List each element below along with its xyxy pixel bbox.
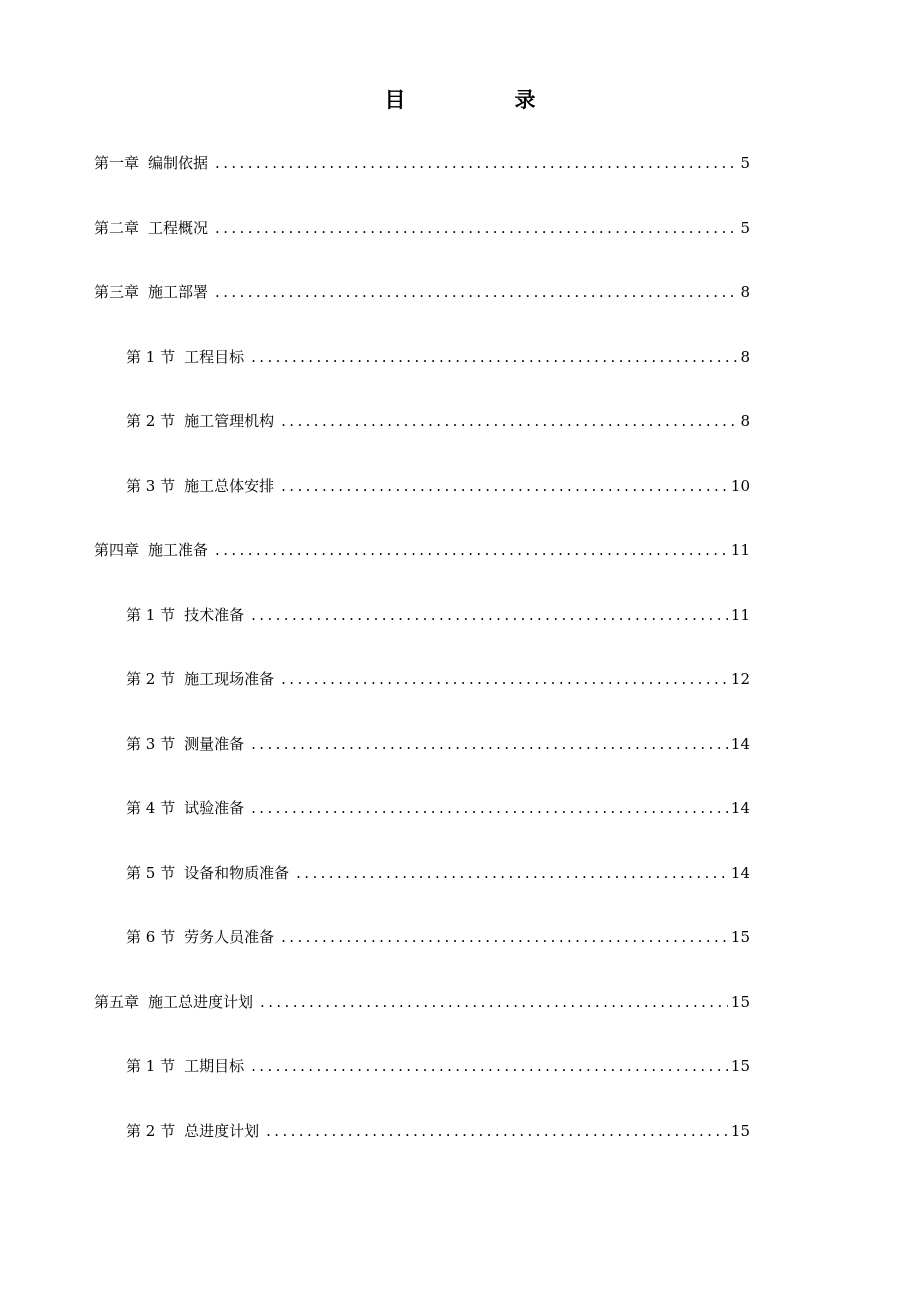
- toc-entry-title: 工期目标: [184, 1057, 245, 1075]
- dot-leader: [215, 535, 728, 565]
- dot-leader: [281, 664, 728, 694]
- toc-entry-number: 第 5 节: [126, 863, 176, 882]
- toc-entry-number: 第 3 节: [126, 476, 176, 495]
- toc-entry[interactable]: [126, 922, 750, 952]
- toc-entry-page-number: 14: [730, 799, 750, 817]
- dot-leader: [251, 793, 728, 823]
- toc-entry[interactable]: [94, 535, 750, 565]
- toc-entry-number: 第 6 节: [126, 928, 176, 946]
- toc-entry-number: 第 2 节: [126, 670, 176, 688]
- toc-entry-number: 第 1 节: [126, 347, 176, 366]
- toc-entry-page-number: 15: [730, 928, 750, 946]
- toc-entry[interactable]: [126, 1051, 750, 1081]
- dot-leader: [215, 148, 737, 178]
- dot-leader: [296, 858, 728, 888]
- dot-leader: [281, 471, 728, 501]
- toc-entry-title: 施工总体安排: [184, 476, 275, 495]
- toc-entry-page-number: 5: [740, 154, 750, 172]
- dot-leader: [251, 729, 728, 759]
- page-title: 目 录: [384, 87, 580, 112]
- toc-entry[interactable]: [126, 858, 750, 888]
- toc-entry[interactable]: [126, 342, 750, 372]
- dot-leader: [251, 342, 737, 372]
- dot-leader: [251, 600, 728, 630]
- toc-entry-number: 第三章: [94, 283, 140, 301]
- toc-entry-title: 测量准备: [184, 734, 245, 753]
- toc-entry-page-number: 8: [740, 412, 750, 430]
- toc-entry[interactable]: [126, 793, 750, 823]
- toc-entry-number: 第 1 节: [126, 605, 176, 624]
- toc-entry-page-number: 11: [730, 605, 750, 624]
- dot-leader: [215, 277, 737, 307]
- toc-entry-page-number: 11: [730, 541, 750, 559]
- toc-entry[interactable]: [126, 600, 750, 630]
- toc-entry-title: 施工准备: [148, 541, 209, 559]
- dot-leader: [251, 1051, 728, 1081]
- toc-entry-number: 第 2 节: [126, 1121, 176, 1140]
- toc-entry[interactable]: [94, 213, 750, 243]
- dot-leader: [281, 406, 737, 436]
- toc-entry-title: 总进度计划: [184, 1121, 260, 1140]
- toc-entry-title: 施工管理机构: [184, 412, 275, 430]
- toc-entry-page-number: 5: [740, 218, 750, 237]
- toc-entry[interactable]: [94, 987, 750, 1017]
- toc-entry-page-number: 15: [730, 992, 750, 1011]
- dot-leader: [281, 922, 728, 952]
- toc-entry[interactable]: [126, 1116, 750, 1146]
- toc-entry-title: 工程目标: [184, 347, 245, 366]
- dot-leader: [215, 213, 737, 243]
- toc-entry[interactable]: [126, 471, 750, 501]
- toc-entry-page-number: 14: [730, 734, 750, 753]
- toc-entry-page-number: 10: [730, 476, 750, 495]
- toc-entry-number: 第 3 节: [126, 734, 176, 753]
- toc-entry-page-number: 14: [730, 863, 750, 882]
- toc-entry-number: 第 1 节: [126, 1057, 176, 1075]
- toc-entry-title: 劳务人员准备: [184, 928, 275, 946]
- toc-entry-title: 编制依据: [148, 154, 209, 172]
- toc-entry[interactable]: [94, 148, 750, 178]
- toc-entry-title: 施工现场准备: [184, 670, 275, 688]
- toc-entry-number: 第 2 节: [126, 412, 176, 430]
- toc-entry-page-number: 12: [730, 670, 750, 688]
- toc-entry[interactable]: [126, 729, 750, 759]
- toc-entry[interactable]: [126, 406, 750, 436]
- toc-entry-title: 技术准备: [184, 605, 245, 624]
- toc-entry-page-number: 15: [730, 1057, 750, 1075]
- toc-entry-number: 第 4 节: [126, 799, 176, 817]
- toc-entry-title: 工程概况: [148, 218, 209, 237]
- toc-entry-title: 施工总进度计划: [148, 992, 254, 1011]
- dot-leader: [266, 1116, 728, 1146]
- toc-entry-page-number: 8: [740, 283, 750, 301]
- toc-entry-number: 第二章: [94, 218, 140, 237]
- toc-entry-title: 施工部署: [148, 283, 209, 301]
- toc-entry-page-number: 15: [730, 1121, 750, 1140]
- toc-entry-page-number: 8: [740, 347, 750, 366]
- toc-entry-number: 第一章: [94, 154, 140, 172]
- toc-entry[interactable]: [94, 277, 750, 307]
- toc-entry-title: 试验准备: [184, 799, 245, 817]
- toc-entry-number: 第五章: [94, 992, 140, 1011]
- dot-leader: [260, 987, 728, 1017]
- toc-entry[interactable]: [126, 664, 750, 694]
- toc-entry-title: 设备和物质准备: [184, 863, 290, 882]
- toc-entry-number: 第四章: [94, 541, 140, 559]
